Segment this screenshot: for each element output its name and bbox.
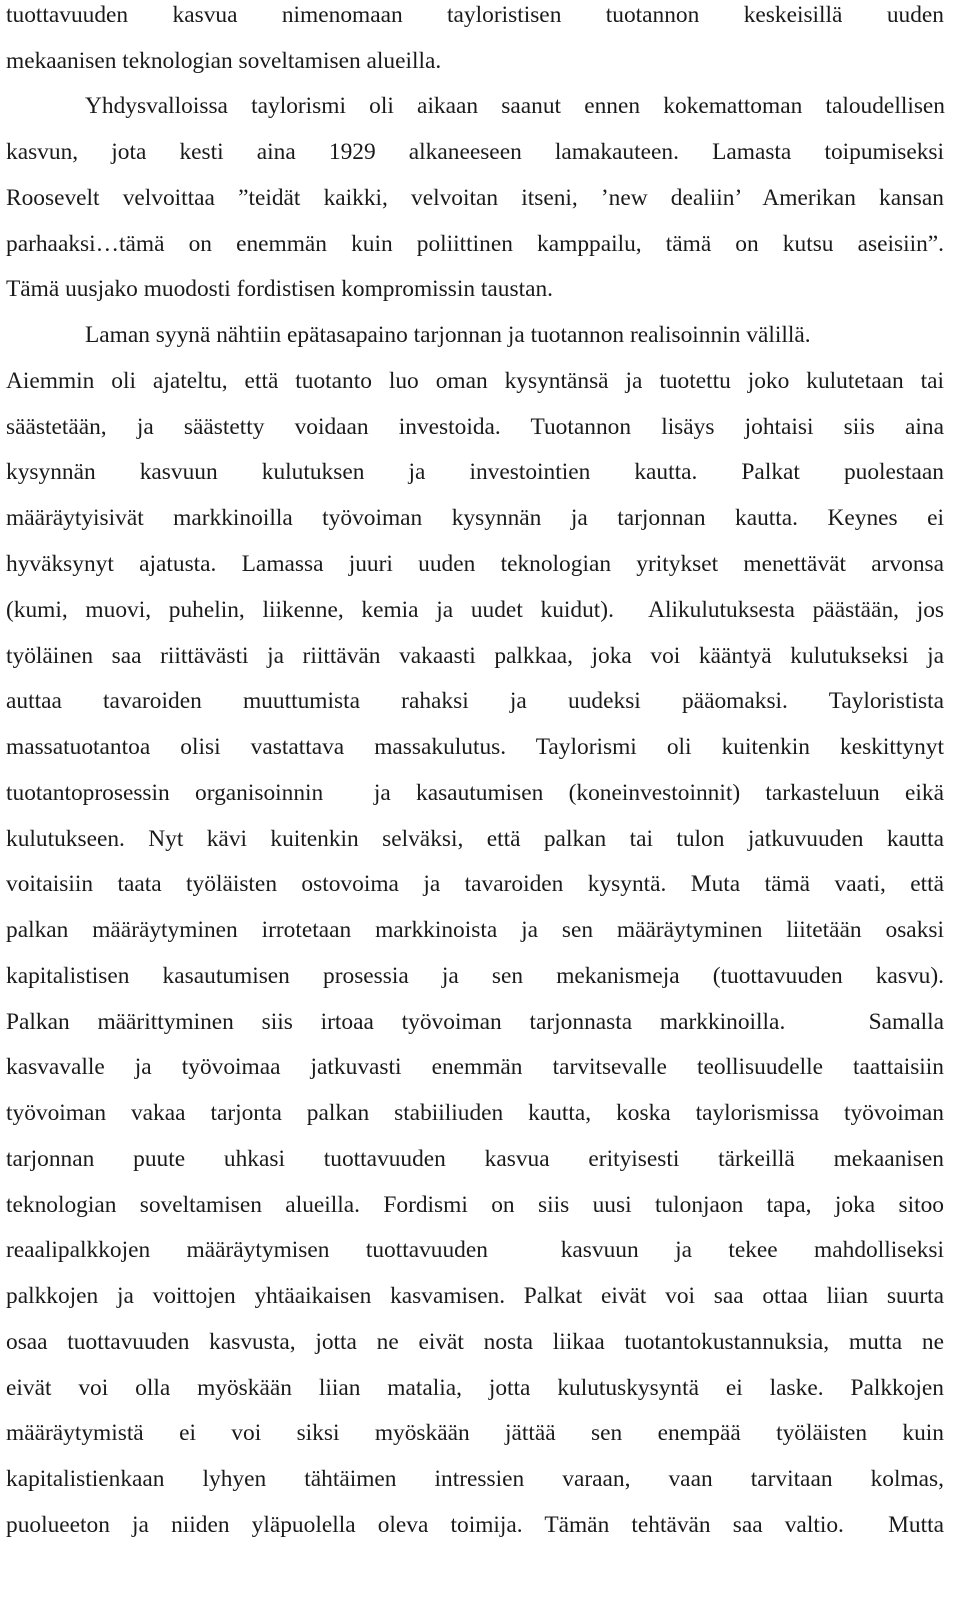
text-line: tarjonnan puute uhkasi tuottavuuden kasvua erityisesti tärkeillä mekaanisen <box>6 1146 944 1172</box>
text-line: määräytyisivät markkinoilla työvoiman kysynnän ja tarjonnan kautta. Keynes ei <box>6 505 944 531</box>
text-line: palkan määräytyminen irrotetaan markkinoista ja sen määräytyminen liitetään osaksi <box>6 917 944 943</box>
text-line: teknologian soveltamisen alueilla. Fordismi on siis uusi tulonjaon tapa, joka sitoo <box>6 1192 944 1218</box>
text-line: kulutukseen. Nyt kävi kuitenkin selväksi, että palkan tai tulon jatkuvuuden kautta <box>6 826 944 852</box>
text-line: työläinen saa riittävästi ja riittävän vakaasti palkkaa, joka voi kääntyä kulutukseksi ja <box>6 643 944 669</box>
text-line: kasvavalle ja työvoimaa jatkuvasti enemmän tarvitsevalle teollisuudelle taattaisiin <box>6 1054 944 1080</box>
text-line: auttaa tavaroiden muuttumista rahaksi ja uudeksi pääomaksi. Tayloristista <box>6 688 944 714</box>
text-line: Laman syynä nähtiin epätasapaino tarjonnan ja tuotannon realisoinnin välillä. <box>85 322 811 348</box>
text-line: säästetään, ja säästetty voidaan investoida. Tuotannon lisäys johtaisi siis aina <box>6 414 944 440</box>
text-line: Palkan määrittyminen siis irtoaa työvoiman tarjonnasta markkinoilla. Samalla <box>6 1009 944 1035</box>
text-line: tuottavuuden kasvua nimenomaan tayloristisen tuotannon keskeisillä uuden <box>6 2 944 28</box>
text-line: palkkojen ja voittojen yhtäaikaisen kasvamisen. Palkat eivät voi saa ottaa liian suurta <box>6 1283 944 1309</box>
text-line: Tämä uusjako muodosti fordistisen kompromissin taustan. <box>6 276 554 302</box>
text-line: kysynnän kasvuun kulutuksen ja investointien kautta. Palkat puolestaan <box>6 459 944 485</box>
text-line: kapitalistisen kasautumisen prosessia ja sen mekanismeja (tuottavuuden kasvu). <box>6 963 944 989</box>
text-line: massatuotantoa olisi vastattava massakulutus. Taylorismi oli kuitenkin keskittynyt <box>6 734 944 760</box>
text-line: voitaisiin taata työläisten ostovoima ja tavaroiden kysyntä. Muta tämä vaati, että <box>6 871 944 897</box>
text-line: (kumi, muovi, puhelin, liikenne, kemia ja uudet kuidut). Alikulutuksesta päästään, jos <box>6 597 944 623</box>
text-line: työvoiman vakaa tarjonta palkan stabiiliuden kautta, koska taylorismissa työvoiman <box>6 1100 944 1126</box>
text-line: mekaanisen teknologian soveltamisen alueilla. <box>6 48 442 74</box>
text-line: määräytymistä ei voi siksi myöskään jättää sen enempää työläisten kuin <box>6 1420 944 1446</box>
text-line: Yhdysvalloissa taylorismi oli aikaan saanut ennen kokemattoman taloudellisen <box>85 93 945 119</box>
text-line: kapitalistienkaan lyhyen tähtäimen intressien varaan, vaan tarvitaan kolmas, <box>6 1466 944 1492</box>
text-line: parhaaksi…tämä on enemmän kuin poliittinen kamppailu, tämä on kutsu aseisiin”. <box>6 231 944 257</box>
text-line: eivät voi olla myöskään liian matalia, jotta kulutuskysyntä ei laske. Palkkojen <box>6 1375 944 1401</box>
text-line: Aiemmin oli ajateltu, että tuotanto luo oman kysyntänsä ja tuotettu joko kulutetaan tai <box>6 368 944 394</box>
text-line: reaalipalkkojen määräytymisen tuottavuuden kasvuun ja tekee mahdolliseksi <box>6 1237 944 1263</box>
text-line: kasvun, jota kesti aina 1929 alkaneeseen lamakauteen. Lamasta toipumiseksi <box>6 139 944 165</box>
text-line: puolueeton ja niiden yläpuolella oleva toimija. Tämän tehtävän saa valtio. Mutta <box>6 1512 944 1538</box>
text-line: tuotantoprosessin organisoinnin ja kasautumisen (koneinvestoinnit) tarkasteluun eikä <box>6 780 944 806</box>
text-line: hyväksynyt ajatusta. Lamassa juuri uuden teknologian yritykset menettävät arvonsa <box>6 551 944 577</box>
text-line: Roosevelt velvoittaa ”teidät kaikki, velvoitan itseni, ’new dealiin’ Amerikan kansan <box>6 185 944 211</box>
text-line: osaa tuottavuuden kasvusta, jotta ne eivät nosta liikaa tuotantokustannuksia, mutta ne <box>6 1329 944 1355</box>
